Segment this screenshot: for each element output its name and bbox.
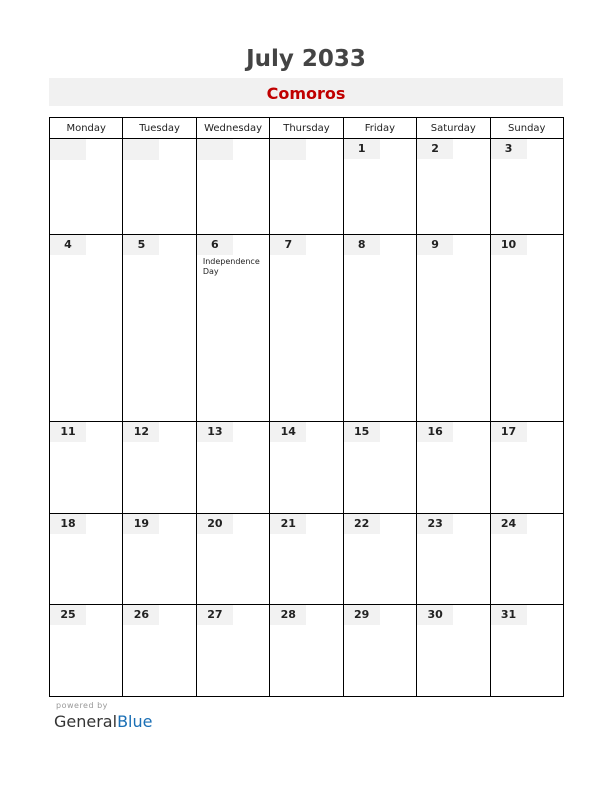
day-number <box>50 139 86 160</box>
calendar-day-cell[interactable] <box>417 139 490 235</box>
day-number: 1 <box>344 139 380 159</box>
page-title: July 2033 <box>246 46 366 72</box>
day-number: 4 <box>50 235 86 255</box>
day-number: 8 <box>344 235 380 255</box>
calendar-day-cell[interactable] <box>270 605 343 697</box>
calendar-day-cell[interactable] <box>490 422 563 514</box>
calendar-day-cell[interactable] <box>417 513 490 605</box>
day-number <box>123 139 159 160</box>
weekday-header: Wednesday <box>196 118 269 139</box>
weekday-header: Saturday <box>417 118 490 139</box>
day-number: 28 <box>270 605 306 625</box>
brand-text-blue: Blue <box>117 712 153 731</box>
calendar-day-cell[interactable] <box>196 139 269 235</box>
day-number: 7 <box>270 235 306 255</box>
calendar-day-cell[interactable] <box>343 234 416 421</box>
calendar-week-row <box>50 513 564 605</box>
weekday-header: Thursday <box>270 118 343 139</box>
calendar-day-cell[interactable] <box>417 605 490 697</box>
calendar-day-cell[interactable] <box>196 605 269 697</box>
calendar-day-cell[interactable] <box>490 139 563 235</box>
calendar-day-cell[interactable] <box>417 422 490 514</box>
calendar-day-cell[interactable] <box>196 513 269 605</box>
day-number: 21 <box>270 514 306 534</box>
day-number: 22 <box>344 514 380 534</box>
calendar-day-cell[interactable] <box>123 234 196 421</box>
country-name: Comoros <box>266 84 346 103</box>
calendar-day-cell[interactable] <box>343 605 416 697</box>
day-number: 13 <box>197 422 233 442</box>
calendar-day-cell[interactable] <box>270 422 343 514</box>
calendar-day-cell[interactable] <box>123 513 196 605</box>
day-number <box>197 139 233 160</box>
day-number: 10 <box>491 235 527 255</box>
day-number: 2 <box>417 139 453 159</box>
calendar-week-row <box>50 139 564 235</box>
calendar-day-cell[interactable] <box>123 139 196 235</box>
calendar-day-cell[interactable] <box>123 605 196 697</box>
calendar-day-cell[interactable] <box>270 513 343 605</box>
day-number: 9 <box>417 235 453 255</box>
calendar-day-cell[interactable] <box>343 422 416 514</box>
calendar-day-cell[interactable] <box>196 422 269 514</box>
day-number: 6 <box>197 235 233 255</box>
day-number: 18 <box>50 514 86 534</box>
weekday-header: Friday <box>343 118 416 139</box>
brand-text-general: General <box>54 712 118 731</box>
day-number: 24 <box>491 514 527 534</box>
day-number: 25 <box>50 605 86 625</box>
calendar-week-row <box>50 234 564 421</box>
day-number: 5 <box>123 235 159 255</box>
calendar-day-cell[interactable] <box>343 139 416 235</box>
day-number: 31 <box>491 605 527 625</box>
day-number <box>270 139 306 160</box>
calendar-day-cell[interactable] <box>50 422 123 514</box>
day-number: 11 <box>50 422 86 442</box>
calendar-day-cell[interactable] <box>50 605 123 697</box>
calendar-day-cell[interactable] <box>50 234 123 421</box>
calendar-day-cell[interactable] <box>417 234 490 421</box>
day-number: 23 <box>417 514 453 534</box>
calendar-day-cell[interactable] <box>490 234 563 421</box>
calendar-day-cell[interactable] <box>490 605 563 697</box>
calendar-day-cell[interactable] <box>50 139 123 235</box>
day-number: 17 <box>491 422 527 442</box>
calendar-day-cell[interactable] <box>490 513 563 605</box>
calendar-day-cell[interactable] <box>196 234 269 421</box>
weekday-header: Monday <box>50 118 123 139</box>
calendar-week-row <box>50 422 564 514</box>
day-number: 20 <box>197 514 233 534</box>
calendar-day-cell[interactable] <box>50 513 123 605</box>
day-number: 26 <box>123 605 159 625</box>
calendar-week-row <box>50 605 564 697</box>
day-number: 16 <box>417 422 453 442</box>
powered-by-label: powered by <box>56 701 108 710</box>
brand-logo[interactable] <box>54 712 152 731</box>
weekday-header: Tuesday <box>123 118 196 139</box>
holiday-event: Independence Day <box>202 256 260 276</box>
calendar-day-cell[interactable] <box>343 513 416 605</box>
day-number: 12 <box>123 422 159 442</box>
calendar-grid <box>49 117 564 697</box>
day-number: 30 <box>417 605 453 625</box>
weekday-header: Sunday <box>490 118 563 139</box>
day-number: 27 <box>197 605 233 625</box>
weekday-header-row <box>50 118 564 139</box>
day-number: 14 <box>270 422 306 442</box>
day-number: 29 <box>344 605 380 625</box>
calendar-day-cell[interactable] <box>270 234 343 421</box>
day-number: 3 <box>491 139 527 159</box>
calendar-day-cell[interactable] <box>270 139 343 235</box>
calendar-day-cell[interactable] <box>123 422 196 514</box>
day-number: 15 <box>344 422 380 442</box>
day-number: 19 <box>123 514 159 534</box>
